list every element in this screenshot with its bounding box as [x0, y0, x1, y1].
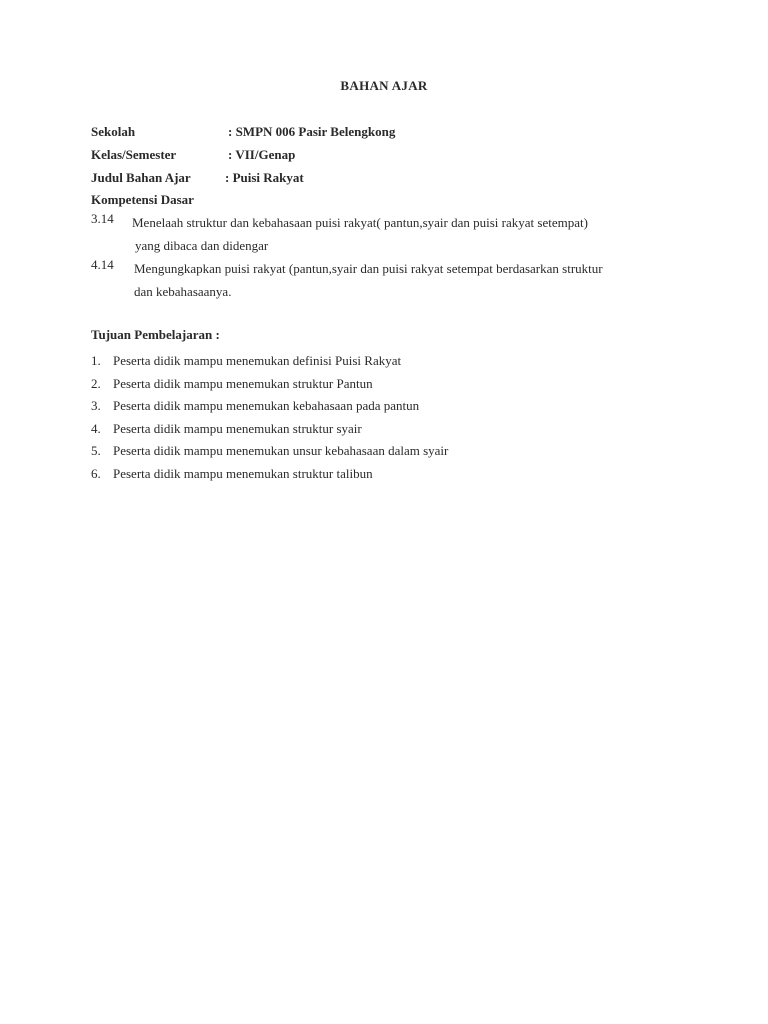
meta-value: : SMPN 006 Pasir Belengkong	[228, 124, 396, 139]
meta-row-judul-bahan-ajar	[91, 170, 304, 186]
list-item-number: 2.	[91, 375, 101, 391]
list-item-number: 4.	[91, 420, 101, 436]
list-item	[91, 440, 448, 463]
kompetensi-text	[134, 257, 694, 303]
meta-row-kelas-semester	[91, 147, 296, 163]
meta-label: Judul Bahan Ajar	[91, 170, 191, 185]
meta-label: Kelas/Semester	[91, 147, 177, 162]
document-title: BAHAN AJAR	[340, 78, 428, 93]
list-item	[91, 463, 448, 486]
kompetensi-line: Menelaah struktur dan kebahasaan puisi rakyat( pantun,syair dan puisi rakyat setempat)	[132, 215, 588, 230]
meta-row-sekolah	[91, 124, 396, 140]
list-item-text: Peserta didik mampu menemukan struktur syair	[113, 420, 362, 436]
tujuan-list	[91, 350, 448, 486]
list-item	[91, 395, 448, 418]
kompetensi-number: 4.14	[91, 257, 114, 272]
tujuan-heading: Tujuan Pembelajaran :	[91, 327, 220, 342]
list-item-text: Peserta didik mampu menemukan kebahasaan pada pantun	[113, 398, 420, 414]
kompetensi-line: dan kebahasaanya.	[134, 284, 232, 299]
list-item-number: 3.	[91, 398, 101, 414]
list-item-text: Peserta didik mampu menemukan definisi Puisi Rakyat	[113, 353, 402, 368]
list-item-text: Peserta didik mampu menemukan struktur Pantun	[113, 375, 373, 391]
kompetensi-heading: Kompetensi Dasar	[91, 192, 194, 207]
list-item	[91, 350, 448, 373]
kompetensi-line: Mengungkapkan puisi rakyat (pantun,syair dan puisi rakyat setempat berdasarkan struktur	[134, 261, 603, 276]
list-item-number: 1.	[91, 353, 101, 368]
meta-label: Sekolah	[91, 124, 136, 139]
list-item-text: Peserta didik mampu menemukan struktur talibun	[113, 465, 373, 481]
list-item	[91, 373, 448, 396]
list-item-number: 6.	[91, 465, 101, 481]
kompetensi-text	[132, 211, 692, 257]
kompetensi-number: 3.14	[91, 211, 114, 226]
list-item-number: 5.	[91, 443, 101, 459]
list-item-text: Peserta didik mampu menemukan unsur kebahasaan dalam syair	[113, 443, 449, 459]
kompetensi-line: yang dibaca dan didengar	[135, 238, 269, 253]
meta-value: : Puisi Rakyat	[225, 170, 304, 185]
meta-value: : VII/Genap	[228, 147, 296, 162]
list-item	[91, 418, 448, 441]
